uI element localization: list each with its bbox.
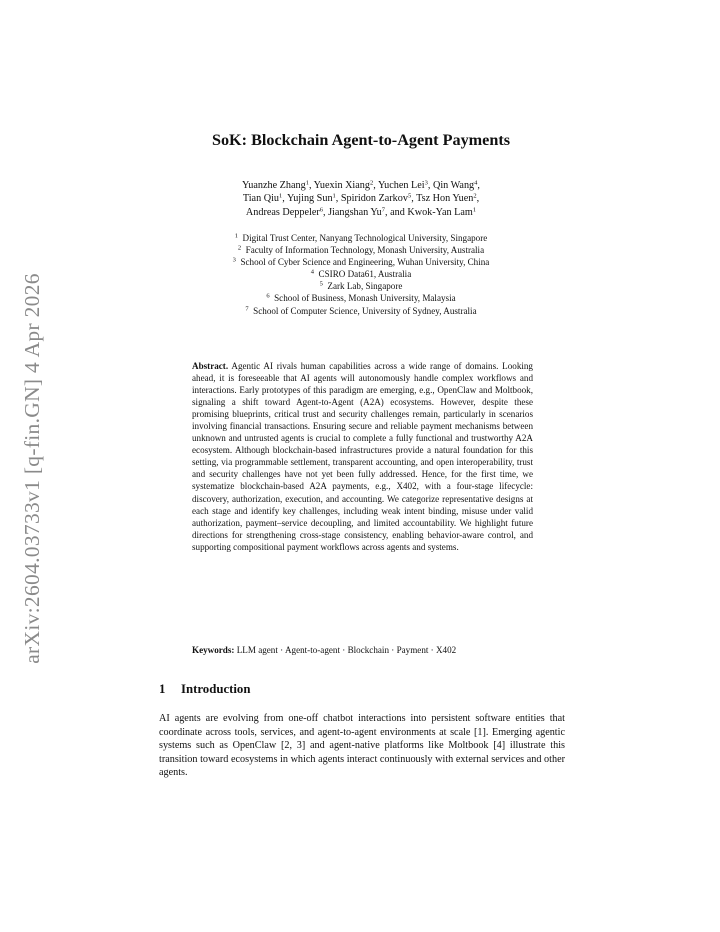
author-separator: , [308,180,314,191]
author-separator: , [335,193,341,205]
affiliation-number: 3 [232,256,236,264]
author-separator: , [477,180,480,191]
keywords [192,644,533,656]
affiliation-text: Faculty of Information Technology, Monash University, Australia [245,245,485,256]
affiliation-marker: 1 [305,179,309,187]
author-separator: , [411,193,417,205]
affiliation-marker: 2 [473,192,477,200]
affiliation-item [160,232,562,244]
section-number: 1 [159,682,166,696]
author-name: Andreas Deppeler [245,206,320,218]
affiliation-marker: 1 [279,192,283,200]
section-title: Introduction [181,682,251,696]
affiliation-marker: 4 [474,179,478,187]
arxiv-identifier-text: arXiv:2604.03733v1 [q-fin.GN] 4 Apr 2026 [19,272,44,664]
affiliation-number: 2 [237,244,242,252]
author-name: Jiangshan Yu [328,206,382,218]
author-name: Tsz Hon Yuen [416,193,474,205]
affiliation-item [160,305,562,317]
affiliation-item [160,268,562,280]
author-separator: , [427,180,433,191]
affiliation-marker: 2 [369,179,374,187]
affiliation-item [160,244,562,256]
abstract-label: Abstract. [192,361,229,371]
affiliation-item [160,292,562,304]
affiliation-text: School of Cyber Science and Engineering, Wuhan University, China [240,257,490,268]
author-separator: , [322,206,329,218]
keywords-body: LLM agent · Agent-to-agent · Blockchain · Payment · X402 [236,645,457,655]
author-line-3 [160,206,562,219]
affiliation-item [160,280,562,292]
abstract [192,360,533,553]
affiliation-number: 6 [266,292,270,300]
author-separator: , [476,193,480,205]
affiliation-marker: 3 [424,179,428,187]
author-line-2 [160,192,562,205]
affiliation-text: Digital Trust Center, Nanyang Technological University, Singapore [242,233,488,243]
keywords-label: Keywords: [192,645,235,655]
author-list [160,179,562,219]
affiliation-marker: 1 [472,206,477,214]
author-name: Spiridon Zarkov [340,193,408,205]
affiliation-number: 5 [319,280,323,288]
affiliation-text: Zark Lab, Singapore [327,281,403,292]
author-name: Yujing Sun [286,193,333,205]
author-name: Qin Wang [432,180,475,191]
arxiv-identifier [12,252,52,684]
author-name: Yuchen Lei [377,180,425,191]
affiliation-text: School of Computer Science, University of Sydney, Australia [253,305,477,316]
affiliation-text: CSIRO Data61, Australia [318,269,412,280]
affiliation-text: School of Business, Monash University, Malaysia [274,293,456,304]
abstract-body: Agentic AI rivals human capabilities across a wide range of domains. Looking ahead, it is foreseeable that AI agents will autonomously handle complex workflows and interactions. Early prototypes of this paradigm are emerging, e.g., OpenClaw and Moltbook, signaling a shift toward Agent-to-Agent (A2A) ecosystems. However, despite these promising blueprints, critical trust and security challenges remain, particularly in scenarios involving financial transactions. Ensuring secure and reliable payment mechanisms between unknown and untrusted agents is crucial to complete a fully functional and trustworthy A2A ecosystem. Although blockchain-based infrastructures provide a natural foundation for this setting, via programmable settlement, transparent accounting, and open interoperability, trust and security challenges have not yet been fully addressed. Hence, for the first time, we systematize blockchain-based A2A payments, e.g., X402, with a four-stage lifecycle: discovery, authorization, execution, and accounting. We categorize representative designs at each stage and identify key challenges, including weak intent binding, misuse under valid authorization, payment–service decoupling, and limited accountability. We highlight future directions for strengthening cross-stage consistency, enabling behavior-aware control, and supporting compositional payment workflows across agents and systems. [192,361,533,552]
affiliation-list [160,232,562,317]
author-separator: , and [385,206,408,218]
author-separator: , [282,193,287,205]
author-name: Yuanzhe Zhang [242,180,306,191]
author-name: Tian Qiu [242,193,279,205]
author-name: Yuexin Xiang [313,180,370,191]
author-name: Kwok-Yan Lam [407,206,473,218]
affiliation-marker: 5 [407,192,412,200]
affiliation-item [160,256,562,268]
author-separator: , [373,180,378,191]
author-line-1 [160,179,562,192]
affiliation-marker: 7 [381,206,385,214]
affiliation-number: 7 [245,305,249,313]
intro-paragraph: AI agents are evolving from one-off chatbot interactions into persistent software entities that coordinate across tools, services, and agent-to-agent environments at scale [1]. Emerging agentic systems such as OpenClaw [2, 3] and agent-native platforms like Moltbook [4] illustrate this transition toward ecosystems in which agents interact continuously with external services and other agents. [159,713,565,778]
affiliation-number: 4 [310,268,314,276]
paper-title: SoK: Blockchain Agent-to-Agent Payments [211,131,511,149]
affiliation-number: 1 [234,232,238,240]
section-heading [159,682,250,697]
affiliation-marker: 1 [332,192,336,200]
affiliation-marker: 6 [319,206,323,214]
